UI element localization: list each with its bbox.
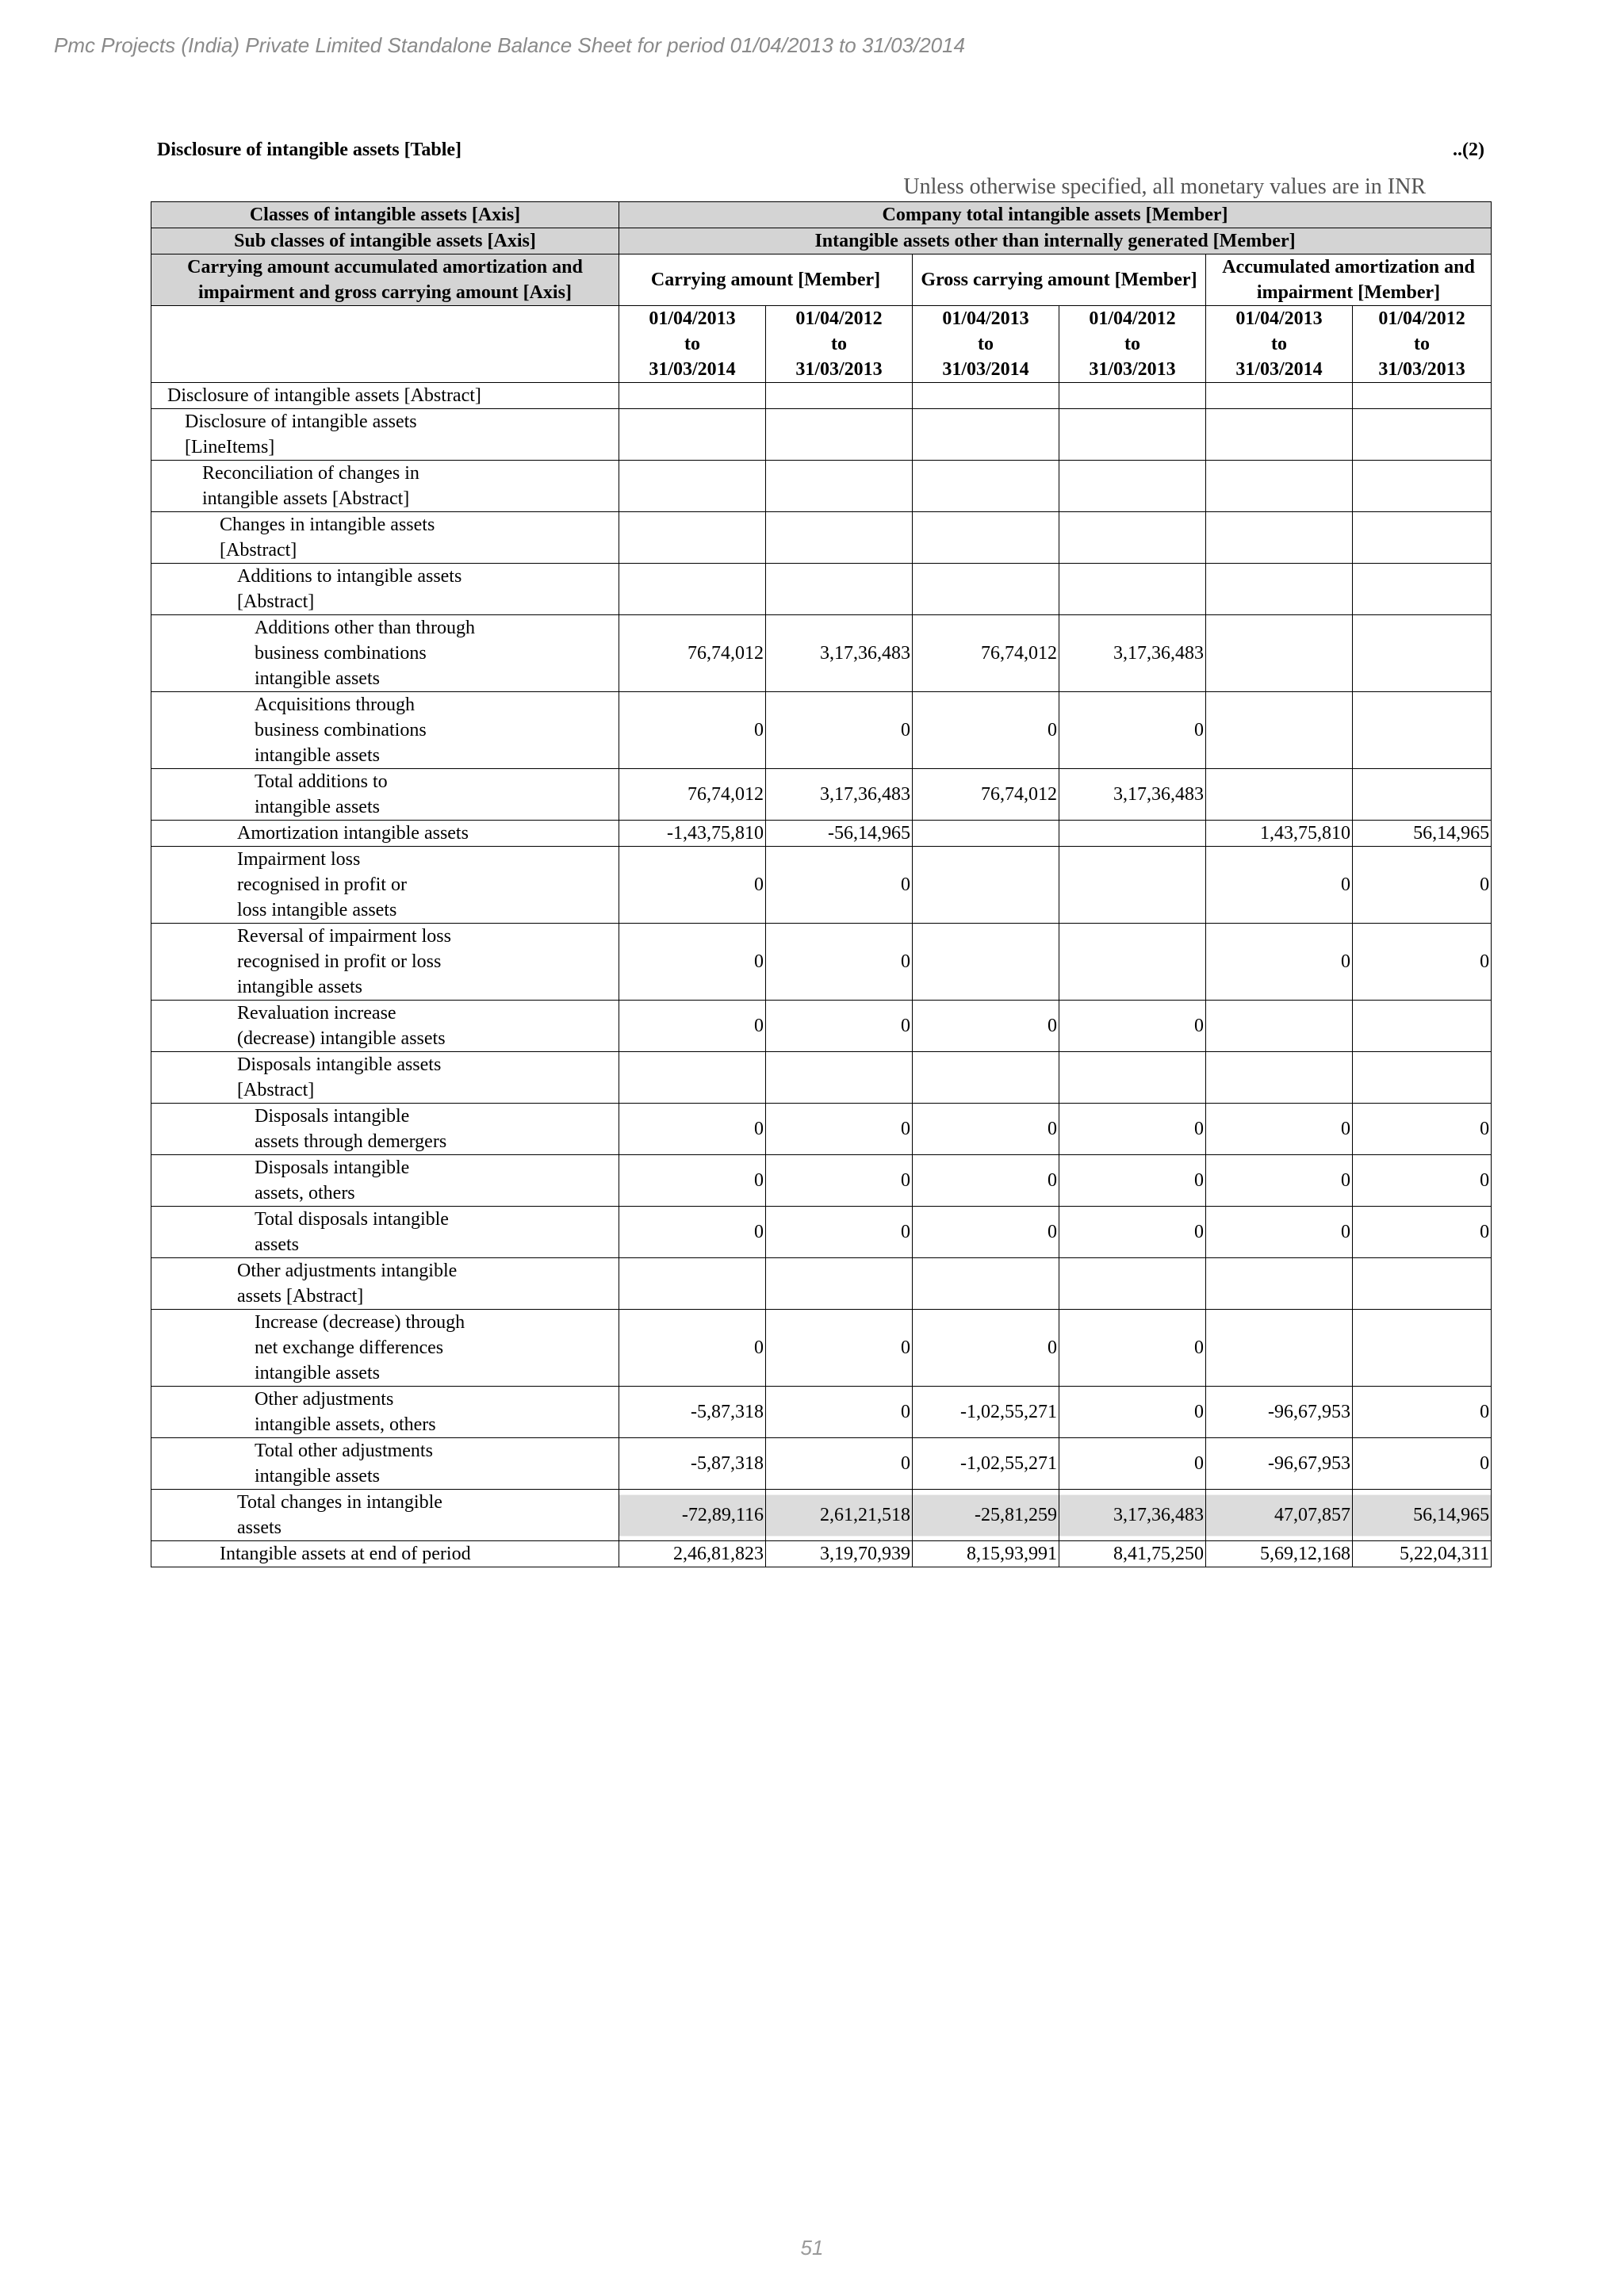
value-cell: 0 [766, 1001, 913, 1052]
row-label [151, 1052, 619, 1104]
value-cell: 5,22,04,311 [1353, 1541, 1492, 1567]
value-cell: 0 [1353, 1438, 1492, 1490]
value-cell: 0 [913, 1155, 1059, 1207]
value-cell [1059, 847, 1206, 924]
period-header: 01/04/2013 to 31/03/2014 [1206, 306, 1353, 383]
value-cell: 2,61,21,518 [766, 1490, 913, 1541]
value-cell: 2,46,81,823 [619, 1541, 766, 1567]
value-cell [1353, 1001, 1492, 1052]
row-label-text: Changes in intangible assets [Abstract] [220, 515, 435, 561]
value-cell [619, 383, 766, 409]
row-label [151, 769, 619, 821]
value-cell: 0 [619, 1310, 766, 1387]
row-label [151, 847, 619, 924]
table-title: Disclosure of intangible assets [Table] [157, 140, 462, 160]
value-cell [1059, 1258, 1206, 1310]
row-label-text: Total disposals intangible assets [255, 1209, 449, 1255]
table-row [151, 1541, 1492, 1567]
table-row [151, 1438, 1492, 1490]
value-cell: 0 [913, 1104, 1059, 1155]
value-cell: -96,67,953 [1206, 1438, 1353, 1490]
value-cell [1059, 924, 1206, 1001]
value-cell [913, 383, 1059, 409]
value-cell: 0 [1059, 1155, 1206, 1207]
value-cell: 76,74,012 [619, 769, 766, 821]
value-cell [1353, 1258, 1492, 1310]
table-row [151, 1310, 1492, 1387]
value-cell [766, 383, 913, 409]
value-cell [1206, 383, 1353, 409]
value-cell [1206, 1310, 1353, 1387]
row-label-text: Disposals intangible assets [Abstract] [237, 1054, 442, 1100]
value-cell: 56,14,965 [1353, 1490, 1492, 1541]
value-cell: 3,17,36,483 [766, 769, 913, 821]
value-cell: 0 [766, 1310, 913, 1387]
table-row [151, 409, 1492, 461]
row-label-text: Disclosure of intangible assets [Abstract] [167, 385, 481, 406]
table-row [151, 461, 1492, 512]
axis-label: Classes of intangible assets [Axis] [151, 202, 619, 228]
period-header: 01/04/2012 to 31/03/2013 [1059, 306, 1206, 383]
value-cell [1206, 1001, 1353, 1052]
table-row [151, 821, 1492, 847]
value-cell: 0 [1353, 1104, 1492, 1155]
row-label [151, 1387, 619, 1438]
value-cell: 0 [766, 1438, 913, 1490]
value-cell: -25,81,259 [913, 1490, 1059, 1541]
value-cell: 0 [913, 1310, 1059, 1387]
value-cell: 0 [766, 1387, 913, 1438]
row-label-text: Impairment loss recognised in profit or loss intangible assets [237, 849, 407, 920]
value-cell [766, 1258, 913, 1310]
row-label-text: Reversal of impairment loss recognised in profit or loss intangible assets [237, 926, 451, 997]
value-cell [1059, 1052, 1206, 1104]
value-cell: 0 [1353, 1387, 1492, 1438]
value-cell: 0 [619, 1155, 766, 1207]
row-label [151, 1001, 619, 1052]
value-cell [913, 821, 1059, 847]
table-continuation-marker: ..(2) [1453, 140, 1484, 160]
value-cell [766, 512, 913, 564]
value-cell: 0 [1059, 1001, 1206, 1052]
value-cell: 0 [1353, 1207, 1492, 1258]
member-gross-carrying-amount: Gross carrying amount [Member] [913, 254, 1206, 306]
value-cell: 3,17,36,483 [766, 615, 913, 692]
value-cell [619, 564, 766, 615]
row-label [151, 1104, 619, 1155]
row-label [151, 1207, 619, 1258]
row-label-text: Other adjustments intangible assets, others [255, 1389, 436, 1435]
table-row [151, 564, 1492, 615]
row-label-text: Additions to intangible assets [Abstract] [237, 566, 462, 612]
value-cell: 0 [1059, 1310, 1206, 1387]
value-cell: -72,89,116 [619, 1490, 766, 1541]
table-row [151, 1258, 1492, 1310]
value-cell: 0 [1206, 924, 1353, 1001]
row-label [151, 512, 619, 564]
period-header: 01/04/2013 to 31/03/2014 [913, 306, 1059, 383]
value-cell [1059, 821, 1206, 847]
value-cell: 3,19,70,939 [766, 1541, 913, 1567]
value-cell [1206, 1258, 1353, 1310]
value-cell [1353, 615, 1492, 692]
value-cell: 56,14,965 [1353, 821, 1492, 847]
value-cell: 0 [1206, 1155, 1353, 1207]
table-row [151, 1104, 1492, 1155]
value-cell: 0 [1059, 1438, 1206, 1490]
table-row [151, 615, 1492, 692]
table-row [151, 1001, 1492, 1052]
value-cell: 0 [766, 1155, 913, 1207]
table-row [151, 847, 1492, 924]
value-cell [1353, 461, 1492, 512]
row-label [151, 409, 619, 461]
row-label-text: Intangible assets at end of period [220, 1544, 471, 1564]
row-label [151, 461, 619, 512]
value-cell: 0 [1059, 1207, 1206, 1258]
value-cell: 0 [1206, 1207, 1353, 1258]
value-cell [1059, 461, 1206, 512]
row-label [151, 615, 619, 692]
value-cell [1206, 769, 1353, 821]
value-cell [619, 1052, 766, 1104]
value-cell [1353, 1310, 1492, 1387]
intangible-assets-table [151, 201, 1492, 1567]
value-cell: 0 [619, 1001, 766, 1052]
value-cell: -1,43,75,810 [619, 821, 766, 847]
value-cell: 0 [766, 1207, 913, 1258]
value-cell: -5,87,318 [619, 1438, 766, 1490]
row-label-text: Disposals intangible assets, others [255, 1158, 410, 1203]
row-label [151, 1310, 619, 1387]
value-cell: 0 [913, 1207, 1059, 1258]
row-label-text: Additions other than through business combinations intangible assets [255, 618, 475, 689]
value-cell [913, 512, 1059, 564]
value-cell [1353, 1052, 1492, 1104]
value-cell [913, 1052, 1059, 1104]
row-label-text: Disclosure of intangible assets [LineItems] [185, 411, 417, 457]
value-cell: 0 [1059, 1387, 1206, 1438]
value-cell: 0 [1206, 847, 1353, 924]
value-cell: 0 [1059, 692, 1206, 769]
row-label [151, 1490, 619, 1541]
table-row [151, 924, 1492, 1001]
row-label [151, 564, 619, 615]
row-label [151, 383, 619, 409]
row-label-text: Reconciliation of changes in intangible assets [Abstract] [202, 463, 419, 509]
value-cell [1206, 615, 1353, 692]
value-cell: 8,41,75,250 [1059, 1541, 1206, 1567]
value-cell: 3,17,36,483 [1059, 769, 1206, 821]
value-cell [1059, 512, 1206, 564]
axis-row-members [151, 254, 1492, 306]
axis-label: Carrying amount accumulated amortization and impairment and gross carrying amount [Axis] [151, 254, 619, 306]
page-header: Pmc Projects (India) Private Limited Standalone Balance Sheet for period 01/04/2013 to 31/03/2014 [54, 33, 966, 57]
value-cell: 0 [619, 924, 766, 1001]
page-number: 51 [800, 2236, 824, 2260]
row-label [151, 692, 619, 769]
value-cell [619, 1258, 766, 1310]
row-label-text: Revaluation increase (decrease) intangible assets [237, 1003, 446, 1049]
table-row [151, 692, 1492, 769]
value-cell: 0 [913, 1001, 1059, 1052]
table-row [151, 769, 1492, 821]
value-cell [1353, 383, 1492, 409]
value-cell [1353, 409, 1492, 461]
value-cell: 0 [1206, 1104, 1353, 1155]
row-label-text: Acquisitions through business combinations intangible assets [255, 695, 427, 766]
table-row [151, 1387, 1492, 1438]
axis-row-subclasses [151, 228, 1492, 254]
value-cell: -1,02,55,271 [913, 1387, 1059, 1438]
value-cell [1206, 692, 1353, 769]
value-cell: 47,07,857 [1206, 1490, 1353, 1541]
row-label-text: Increase (decrease) through net exchange differences intangible assets [255, 1312, 465, 1383]
value-cell [766, 564, 913, 615]
value-cell [1353, 769, 1492, 821]
value-cell [1206, 461, 1353, 512]
value-cell [1059, 409, 1206, 461]
value-cell [913, 1258, 1059, 1310]
value-cell: -1,02,55,271 [913, 1438, 1059, 1490]
value-cell: 0 [619, 847, 766, 924]
row-label-text: Other adjustments intangible assets [Abstract] [237, 1261, 458, 1307]
value-cell: 0 [1353, 847, 1492, 924]
period-header: 01/04/2012 to 31/03/2013 [1353, 306, 1492, 383]
value-cell [1059, 383, 1206, 409]
axis-member: Company total intangible assets [Member] [619, 202, 1492, 228]
value-cell: 0 [1353, 1155, 1492, 1207]
period-header: 01/04/2012 to 31/03/2013 [766, 306, 913, 383]
row-label-text: Total additions to intangible assets [255, 771, 388, 817]
value-cell [913, 847, 1059, 924]
row-label [151, 1155, 619, 1207]
value-cell [1206, 512, 1353, 564]
value-cell [766, 409, 913, 461]
value-cell [1206, 564, 1353, 615]
period-header-blank [151, 306, 619, 383]
table-row [151, 383, 1492, 409]
period-header-row [151, 306, 1492, 383]
value-cell: 0 [913, 692, 1059, 769]
value-cell: 3,17,36,483 [1059, 1490, 1206, 1541]
period-header: 01/04/2013 to 31/03/2014 [619, 306, 766, 383]
axis-row-classes [151, 202, 1492, 228]
value-cell: 76,74,012 [913, 615, 1059, 692]
row-label-text: Amortization intangible assets [237, 823, 469, 844]
value-cell [766, 1052, 913, 1104]
value-cell: 3,17,36,483 [1059, 615, 1206, 692]
row-label-text: Total other adjustments intangible assets [255, 1441, 433, 1487]
value-cell: 76,74,012 [619, 615, 766, 692]
value-cell [1059, 564, 1206, 615]
value-cell: 0 [619, 1104, 766, 1155]
row-label [151, 1438, 619, 1490]
row-label [151, 821, 619, 847]
value-cell [1353, 692, 1492, 769]
value-cell [913, 924, 1059, 1001]
axis-member: Intangible assets other than internally generated [Member] [619, 228, 1492, 254]
units-note: Unless otherwise specified, all monetary values are in INR [903, 174, 1426, 199]
value-cell: 0 [619, 1207, 766, 1258]
table-row [151, 512, 1492, 564]
value-cell [913, 564, 1059, 615]
row-label-text: Disposals intangible assets through demergers [255, 1106, 447, 1152]
value-cell: 5,69,12,168 [1206, 1541, 1353, 1567]
value-cell: 76,74,012 [913, 769, 1059, 821]
value-cell [766, 461, 913, 512]
value-cell: 0 [766, 847, 913, 924]
value-cell: 0 [1059, 1104, 1206, 1155]
value-cell [913, 409, 1059, 461]
row-label [151, 1541, 619, 1567]
value-cell: 1,43,75,810 [1206, 821, 1353, 847]
value-cell [1353, 564, 1492, 615]
member-carrying-amount: Carrying amount [Member] [619, 254, 913, 306]
value-cell: 0 [766, 924, 913, 1001]
table-row [151, 1490, 1492, 1541]
value-cell [1206, 409, 1353, 461]
value-cell: -56,14,965 [766, 821, 913, 847]
value-cell: 8,15,93,991 [913, 1541, 1059, 1567]
value-cell [619, 461, 766, 512]
value-cell [619, 409, 766, 461]
member-accumulated-amortization: Accumulated amortization and impairment [Member] [1206, 254, 1492, 306]
table-row [151, 1207, 1492, 1258]
value-cell: -96,67,953 [1206, 1387, 1353, 1438]
row-label [151, 1258, 619, 1310]
table-row [151, 1155, 1492, 1207]
value-cell: -5,87,318 [619, 1387, 766, 1438]
value-cell: 0 [1353, 924, 1492, 1001]
value-cell: 0 [619, 692, 766, 769]
value-cell [913, 461, 1059, 512]
value-cell [619, 512, 766, 564]
value-cell: 0 [766, 692, 913, 769]
value-cell: 0 [766, 1104, 913, 1155]
row-label [151, 924, 619, 1001]
axis-label: Sub classes of intangible assets [Axis] [151, 228, 619, 254]
table-row [151, 1052, 1492, 1104]
value-cell [1353, 512, 1492, 564]
value-cell [1206, 1052, 1353, 1104]
row-label-text: Total changes in intangible assets [237, 1492, 442, 1538]
